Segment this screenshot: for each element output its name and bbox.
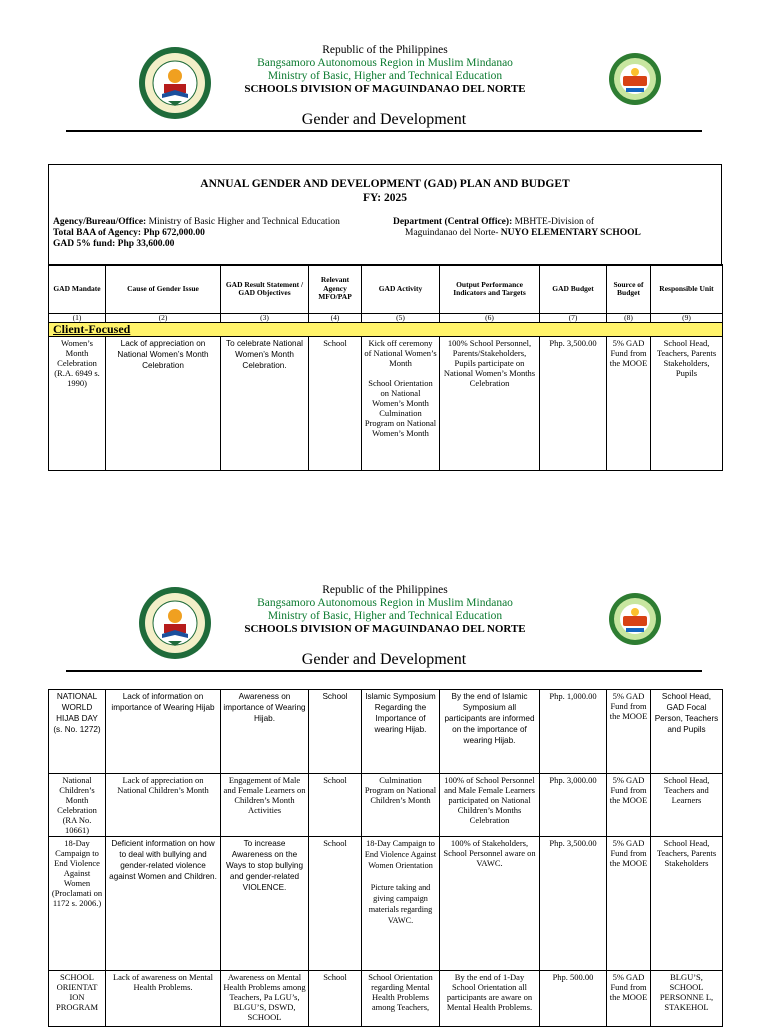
col-header: GAD Mandate — [49, 265, 106, 314]
cell-cause: Lack of information on importance of Wearing Hijab — [106, 690, 221, 774]
republic-line: Republic of the Philippines — [322, 44, 448, 56]
cell-objective: To celebrate National Women’s Month Celebration. — [221, 337, 309, 471]
letterhead — [0, 0, 768, 128]
col-header: GAD Result Statement / GAD Objectives — [221, 265, 309, 314]
cell-unit: School Head, Teachers, Parents Stakeholders, Pupils — [651, 337, 723, 471]
table-row — [49, 690, 723, 774]
republic-line: Republic of the Philippines — [322, 584, 448, 596]
cell-cause: Deficient information on how to deal with bullying and gender-related violence against Women and Children. — [106, 837, 221, 971]
page-title: Gender and Development — [301, 111, 467, 128]
header-divider — [66, 670, 702, 672]
cell-mandate: 18-Day Campaign to End Violence Against Women (Proclamati on 1172 s. 2006.) — [49, 837, 106, 971]
col-header: Relevant Agency MFO/PAP — [309, 265, 362, 314]
dept-label: Department (Central Office): — [393, 217, 513, 227]
region-line: Bangsamoro Autonomous Region in Muslim Mindanao — [257, 597, 513, 609]
gad-plan-table — [48, 264, 723, 471]
cell-budget: Php. 500.00 — [540, 971, 607, 1027]
cell-output: 100% of School Personnel and Male Female Learners participated on National Children’s Months Celebration — [440, 774, 540, 837]
letterhead-text — [180, 44, 590, 96]
cell-unit: School Head, Teachers, Parents Stakeholders — [651, 837, 723, 971]
cell-source: 5% GAD Fund from the MOOE — [607, 971, 651, 1027]
cell-mfo: School — [309, 971, 362, 1027]
cell-unit: School Head, GAD Focal Person, Teachers and Pupils — [651, 690, 723, 774]
letterhead — [0, 540, 768, 668]
col-number: (3) — [221, 314, 309, 323]
division-line: SCHOOLS DIVISION OF MAGUINDANAO DEL NORTE — [244, 623, 526, 635]
ministry-line: Ministry of Basic, Higher and Technical Education — [267, 610, 503, 622]
col-number: (7) — [540, 314, 607, 323]
col-header: Output Performance Indicators and Targets — [440, 265, 540, 314]
table-row — [49, 837, 723, 971]
dept-value: MBHTE-Division of — [514, 217, 595, 227]
baa-label: Total BAA of Agency: — [53, 228, 142, 238]
cell-source: 5% GAD Fund from the MOOE — [607, 837, 651, 971]
cell-mfo: School — [309, 337, 362, 471]
table-row — [49, 971, 723, 1027]
cell-mandate: NATIONAL WORLD HIJAB DAY (s. No. 1272) — [49, 690, 106, 774]
cell-budget: Php. 3,000.00 — [540, 774, 607, 837]
fiscal-year: FY: 2025 — [363, 192, 407, 204]
school-seal-icon — [608, 52, 662, 106]
cell-output: 100% School Personnel, Parents/Stakeholders, Pupils participate on National Women’s Months Celebration — [440, 337, 540, 471]
gad-fund: GAD 5% fund: Php 33,600.00 — [53, 239, 175, 249]
cell-mandate: National Children’s Month Celebration (RA No. 10661) — [49, 774, 106, 837]
section-label: Client-Focused — [49, 323, 723, 337]
cell-budget: Php. 3,500.00 — [540, 837, 607, 971]
cell-mfo: School — [309, 837, 362, 971]
header-divider — [66, 130, 702, 132]
cell-budget: Php. 3,500.00 — [540, 337, 607, 471]
cell-cause: Lack of appreciation on National Children’s Month — [106, 774, 221, 837]
col-number: (2) — [106, 314, 221, 323]
cell-activity: School Orientation regarding Mental Health Problems among Teachers, — [362, 971, 440, 1027]
school-seal-icon — [608, 592, 662, 646]
agency-right — [393, 217, 713, 239]
cell-source: 5% GAD Fund from the MOOE — [607, 774, 651, 837]
ministry-line: Ministry of Basic, Higher and Technical Education — [267, 70, 503, 82]
col-number: (8) — [607, 314, 651, 323]
dept-line2: Maguindanao del Norte- — [405, 228, 499, 238]
section-row — [49, 323, 723, 337]
page-1 — [0, 0, 768, 500]
school-name: NUYO ELEMENTARY SCHOOL — [500, 228, 641, 238]
cell-mfo: School — [309, 774, 362, 837]
col-number: (1) — [49, 314, 106, 323]
agency-label: Agency/Bureau/Office: — [53, 217, 147, 227]
table-header-row — [49, 265, 723, 314]
baa-value: Php 672,000.00 — [143, 228, 205, 238]
col-number: (4) — [309, 314, 362, 323]
page-title: Gender and Development — [301, 651, 467, 668]
cell-mandate: SCHOOL ORIENTAT ION PROGRAM — [49, 971, 106, 1027]
col-number: (5) — [362, 314, 440, 323]
table-row — [49, 774, 723, 837]
cell-activity: Kick off ceremony of National Women’s Month School Orientation on National Women’s Month Culmination Program on National Women’s Month — [362, 337, 440, 471]
agency-left — [53, 217, 393, 250]
cell-cause: Lack of appreciation on National Women’s Month Celebration — [106, 337, 221, 471]
cell-activity: 18-Day Campaign to End Violence Against Women Orientation Picture taking and giving campaign materials regarding VAWC. — [362, 837, 440, 971]
cell-unit: BLGU’S, SCHOOL PERSONNE L, STAKEHOL — [651, 971, 723, 1027]
cell-mfo: School — [309, 690, 362, 774]
col-header: Responsible Unit — [651, 265, 723, 314]
cell-objective: Awareness on Mental Health Problems among Teachers, Pa LGU’s, BLGU’S, DSWD, SCHOOL — [221, 971, 309, 1027]
cell-activity: Islamic Symposium Regarding the Importance of wearing Hijab. — [362, 690, 440, 774]
cell-output: 100% of Stakeholders, School Personnel aware on VAWC. — [440, 837, 540, 971]
agency-value: Ministry of Basic Higher and Technical Education — [148, 217, 340, 227]
gad-plan-table-continued — [48, 689, 723, 1027]
cell-cause: Lack of awareness on Mental Health Problems. — [106, 971, 221, 1027]
cell-source: 5% GAD Fund from the MOOE — [607, 690, 651, 774]
col-header: GAD Budget — [540, 265, 607, 314]
col-number: (6) — [440, 314, 540, 323]
table-row — [49, 337, 723, 471]
cell-activity: Culmination Program on National Children’s Month — [362, 774, 440, 837]
plan-title: ANNUAL GENDER AND DEVELOPMENT (GAD) PLAN AND BUDGET — [200, 178, 570, 190]
region-line: Bangsamoro Autonomous Region in Muslim Mindanao — [257, 57, 513, 69]
cell-objective: Engagement of Male and Female Learners on Children’s Month Activities — [221, 774, 309, 837]
cell-mandate: Women’s Month Celebration (R.A. 6949 s. 1990) — [49, 337, 106, 471]
cell-objective: To increase Awareness on the Ways to stop bullying and gender-related VIOLENCE. — [221, 837, 309, 971]
cell-output: By the end of 1-Day School Orientation all participants are aware on Mental Health Problems. — [440, 971, 540, 1027]
page-2 — [0, 540, 768, 1024]
plan-info-box — [48, 164, 722, 266]
col-number: (9) — [651, 314, 723, 323]
letterhead-text — [180, 584, 590, 636]
cell-unit: School Head, Teachers and Learners — [651, 774, 723, 837]
cell-output: By the end of Islamic Symposium all participants are informed on the importance of wearing Hijab. — [440, 690, 540, 774]
cell-objective: Awareness on importance of Wearing Hijab. — [221, 690, 309, 774]
col-header: GAD Activity — [362, 265, 440, 314]
cell-source: 5% GAD Fund from the MOOE — [607, 337, 651, 471]
division-line: SCHOOLS DIVISION OF MAGUINDANAO DEL NORTE — [244, 83, 526, 95]
column-number-row — [49, 314, 723, 323]
cell-budget: Php. 1,000.00 — [540, 690, 607, 774]
col-header: Cause of Gender Issue — [106, 265, 221, 314]
col-header: Source of Budget — [607, 265, 651, 314]
